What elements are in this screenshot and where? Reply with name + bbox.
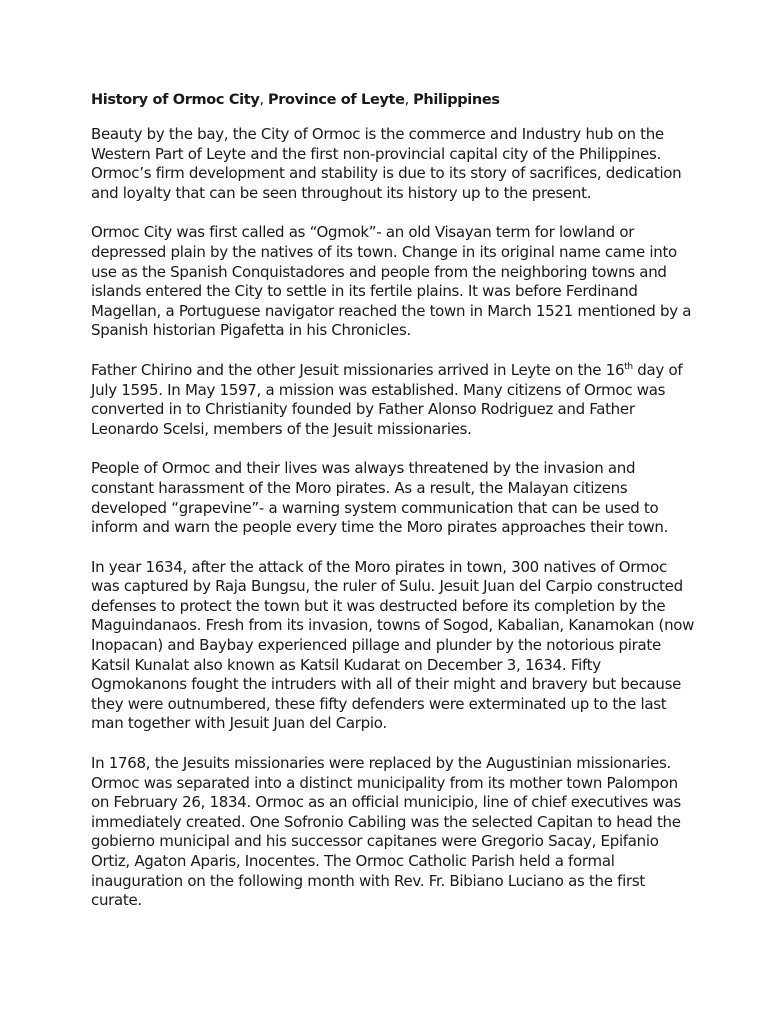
paragraph-intro: Beauty by the bay, the City of Ormoc is the commerce and Industry hub on the Western Part of Leyte and the first non-provincial capital city of the Philippines. Ormoc’s firm development and stability is due to its story of sacrifices, dedication and loyalty that can be seen throughout its history up to the present. xyxy=(91,125,682,202)
title-part-province: Province of Leyte xyxy=(267,92,405,108)
title-part-country: Philippines xyxy=(413,92,500,108)
paragraph-name-origin: Ormoc City was first called as “Ogmok”- an old Visayan term for lowland or depressed plain by the natives of its town. Change in its original name came into use as the Spanish Conquistadores and people from the neighboring towns and islands entered the City to settle in its fertile plains. It was before Ferdinand Magellan, a Portuguese navigator reached the town in March 1521 mentioned by a Spanish historian Pigafetta in his Chronicles. xyxy=(91,223,692,340)
paragraph-jesuit-arrival xyxy=(91,361,698,439)
paragraph-text: Father Chirino and the other Jesuit missionaries arrived in Leyte on the 16 xyxy=(91,360,625,379)
document-title xyxy=(91,90,698,110)
title-separator: , xyxy=(404,92,414,108)
paragraph-text: day of July 1595. In May 1597, a mission was established. Many citizens of Ormoc was converted in to Christianity founded by Father Alonso Rodriguez and Father Leonardo Scelsi, members of the Jesuit missionaries. xyxy=(91,360,683,438)
title-part-city: History of Ormoc City xyxy=(91,92,260,108)
paragraph-1634-attack: In year 1634, after the attack of the Moro pirates in town, 300 natives of Ormoc was captured by Raja Bungsu, the ruler of Sulu. Jesuit Juan del Carpio constructed defenses to protect the town but it was destructed before its completion by the Maguindanaos. Fresh from its invasion, towns of Sogod, Kabalian, Kanamokan (now Inopacan) and Baybay experienced pillage and plunder by the notorious pirate Katsil Kunalat also known as Katsil Kudarat on December 3, 1634. Fifty Ogmokanons fought the intruders with all of their might and bravery but because they were outnumbered, these fifty defenders were exterminated up to the last man together with Jesuit Juan del Carpio. xyxy=(91,557,695,733)
title-separator: , xyxy=(259,92,268,108)
paragraph-municipality: In 1768, the Jesuits missionaries were replaced by the Augustinian missionaries. Ormoc was separated into a distinct municipality from its mother town Palompon on February 26, 1834. Ormoc as an official municipio, line of chief executives was immediately created. One Sofronio Cabiling was the selected Capitan to head the gobierno municipal and his successor capitanes were Gregorio Sacay, Epifanio Ortiz, Agaton Aparis, Inocentes. The Ormoc Catholic Parish held a formal inauguration on the following month with Rev. Fr. Bibiano Luciano as the first curate. xyxy=(91,754,681,910)
ordinal-suffix: th xyxy=(624,361,633,372)
paragraph-moro-pirates: People of Ormoc and their lives was always threatened by the invasion and constant harassment of the Moro pirates. As a result, the Malayan citizens developed “grapevine”- a warning system communication that can be used to inform and warn the people every time the Moro pirates approaches their town. xyxy=(91,459,669,537)
